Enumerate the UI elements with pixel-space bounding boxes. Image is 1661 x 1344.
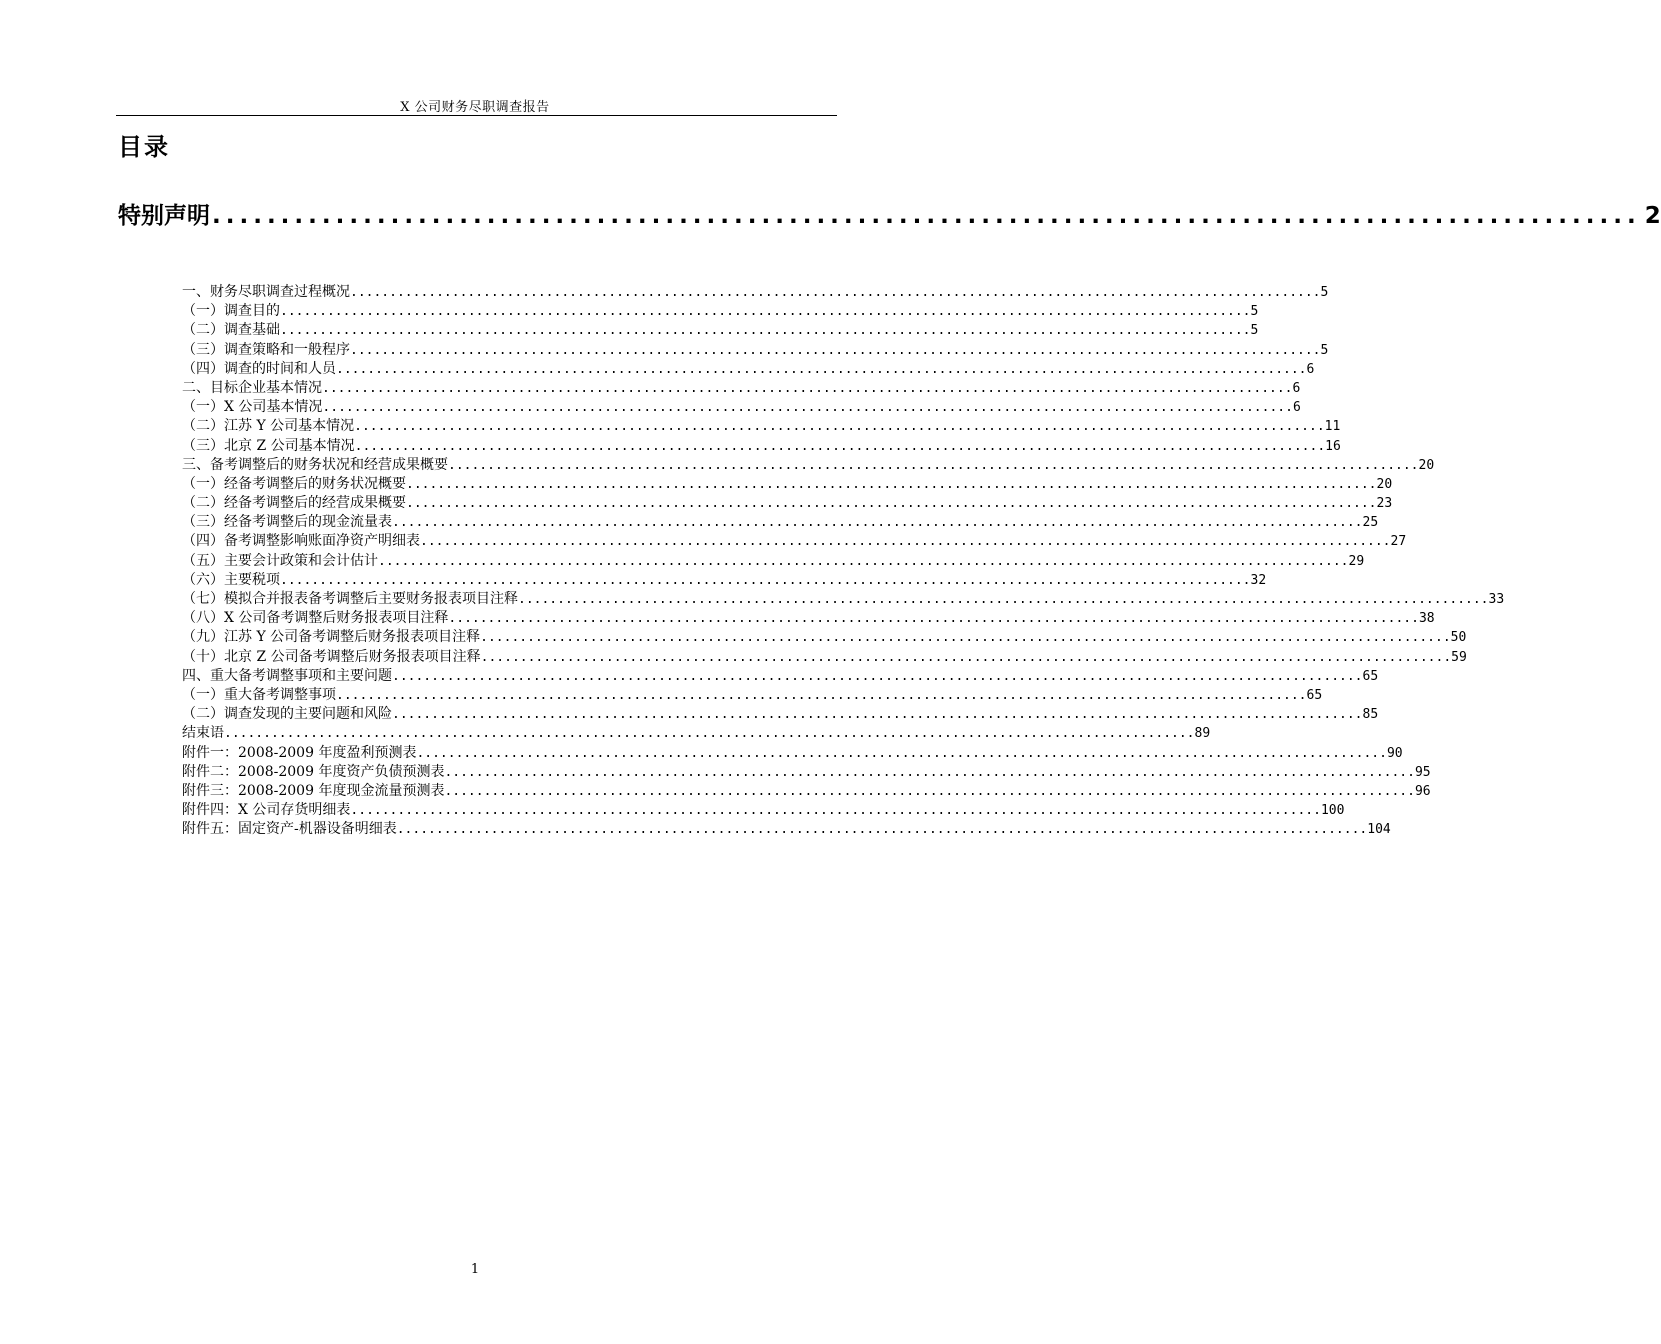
toc-title: 目录 [118,133,170,161]
toc-entry-label: （六）主要税项 [182,571,280,588]
toc-entry[interactable] [182,705,1379,724]
toc-entry[interactable] [182,782,1431,801]
toc-entry[interactable] [182,801,1345,820]
toc-entry-page: 20 [1418,457,1435,473]
toc-entry[interactable] [182,513,1379,532]
toc-entry-label: 附件三：2008-2009 年度现金流量预测表 [182,782,445,799]
toc-entry-page: 65 [1362,668,1379,684]
toc-entry-label: 一、财务尽职调查过程概况 [182,284,350,300]
toc-entry-leader: ............................................................................................................................ [350,285,1321,300]
toc-entry-label: （一）重大备考调整事项 [182,686,336,703]
toc-entry-label: （四）调查的时间和人员 [182,360,336,377]
toc-entry-page: 100 [1320,803,1345,819]
toc-entry-page: 85 [1362,707,1379,723]
toc-entry-page: 16 [1325,438,1341,454]
toc-entry-leader: ............................................................................................................................ [480,630,1451,646]
page-number: 1 [470,1262,480,1277]
toc-entry-page: 23 [1376,496,1393,512]
toc-entry-label: （一）调查目的 [182,303,280,320]
toc-entry[interactable] [182,763,1431,782]
toc-entry[interactable] [182,437,1341,456]
toc-entry-page: 6 [1292,400,1301,416]
toc-entry-label: （十）北京 Z 公司备考调整后财务报表项目注释 [182,648,481,665]
toc-entry[interactable] [182,628,1467,647]
toc-entry[interactable] [182,456,1435,475]
toc-entry-leader: ............................................................................................................................ [336,687,1307,703]
toc-entry-label: （二）经备考调整后的经营成果概要 [182,495,406,512]
toc-entry-leader: ............................................................................................................................ [444,783,1415,799]
toc-entry-page: 5 [1250,323,1259,339]
toc-entry-leader: ............................................................................................................................ [448,457,1419,473]
toc-entry[interactable] [182,417,1341,436]
toc-entry-leader: ............................................................................................................................ [392,668,1363,684]
toc-entry-label: （七）模拟合并报表备考调整后主要财务报表项目注释 [182,591,518,607]
toc-entry-label: 结束语 [182,725,224,742]
header-divider [116,115,837,116]
toc-entry-label: （一）经备考调整后的财务状况概要 [182,475,406,492]
toc-entry-label: （八）X 公司备考调整后财务报表项目注释 [182,610,449,627]
toc-entry[interactable] [182,552,1365,571]
toc-main-entry[interactable] [118,197,1661,230]
toc-entry[interactable] [182,648,1467,667]
toc-entry[interactable] [182,820,1391,839]
toc-entry-leader: ............................................................................................................................ [354,438,1326,454]
toc-entry-leader: ............................................................................................................................ [406,476,1377,492]
toc-entry[interactable] [182,571,1267,590]
toc-main-entry-leader: ........................................................................................................ [212,203,1641,229]
toc-entry-page: 5 [1250,304,1259,320]
toc-entry-label: 附件一：2008-2009 年度盈利预测表 [182,744,417,761]
toc-entry-page: 29 [1348,553,1365,569]
toc-entry[interactable] [182,360,1315,379]
toc-entry-label: （四）备考调整影响账面净资产明细表 [182,533,420,550]
toc-entry-label: （五）主要会计政策和会计估计 [182,552,378,569]
toc-entry-leader: ............................................................................................................................ [480,649,1452,665]
toc-entry[interactable] [182,744,1403,763]
toc-entry-leader: ............................................................................................................................ [224,726,1195,742]
toc-entry[interactable] [182,475,1393,494]
running-header: X 公司财务尽职调查报告 [400,100,550,115]
toc-entry-leader: ............................................................................................................................ [322,400,1293,416]
toc-main-entry-page: 2 [1644,203,1661,229]
toc-entry-leader: ............................................................................................................................ [420,534,1391,550]
toc-main-entry-label: 特别声明 [118,203,210,229]
toc-entry[interactable] [182,302,1259,321]
toc-entry-page: 104 [1367,822,1391,838]
toc-entry-page: 6 [1306,361,1315,377]
toc-entry-leader: ............................................................................................................................ [444,764,1415,780]
toc-entry[interactable] [182,667,1379,686]
toc-entry-label: （二）江苏 Y 公司基本情况 [182,418,355,435]
toc-entry-leader: ............................................................................................................................ [416,745,1387,761]
toc-entry[interactable] [182,609,1435,628]
toc-entry-page: 65 [1306,687,1323,703]
toc-entry-leader: ............................................................................................................................ [322,380,1293,396]
toc-entry-leader: ............................................................................................................................ [392,515,1363,531]
toc-entry-label: （九）江苏 Y 公司备考调整后财务报表项目注释 [182,629,481,646]
toc-entry-page: 20 [1376,476,1393,492]
toc-entry[interactable] [182,724,1211,743]
toc-entry[interactable] [182,398,1301,417]
toc-entry-label: （二）调查发现的主要问题和风险 [182,706,392,723]
toc-entry-page: 59 [1451,649,1467,665]
toc-entry-leader: ............................................................................................................................ [406,496,1377,512]
toc-entry-page: 95 [1414,764,1431,780]
toc-entry[interactable] [182,341,1329,360]
toc-entry-label: 三、备考调整后的财务状况和经营成果概要 [182,456,448,473]
toc-entry-leader: ............................................................................................................................ [280,304,1251,320]
toc-entry-leader: ............................................................................................................................ [392,707,1363,723]
toc-entry-leader: ............................................................................................................................ [378,553,1349,569]
toc-entry-page: 33 [1488,592,1505,607]
toc-entry-page: 96 [1414,783,1431,799]
toc-entry-leader: ............................................................................................................................ [354,419,1325,435]
toc-entry-page: 32 [1250,572,1267,588]
toc-entry[interactable] [182,379,1301,398]
toc-entry-label: 附件五：固定资产-机器设备明细表 [182,821,397,838]
toc-entry-page: 27 [1390,534,1407,550]
toc-entry-page: 5 [1320,342,1329,358]
toc-entry-leader: ............................................................................................................................ [350,803,1321,819]
toc-entry-page: 6 [1292,380,1301,396]
toc-entry-leader: ............................................................................................................................ [280,572,1251,588]
toc-entry-label: 附件四：X 公司存货明细表 [182,802,351,819]
toc-entry[interactable] [182,686,1323,705]
toc-entry-label: 四、重大备考调整事项和主要问题 [182,667,392,684]
toc-entry-leader: ............................................................................................................................ [336,361,1307,377]
toc-entry-label: （二）调查基础 [182,322,280,339]
toc-entry-page: 11 [1324,419,1341,435]
toc-entry-label: 附件二：2008-2009 年度资产负债预测表 [182,763,445,780]
toc-entry[interactable] [182,321,1259,340]
toc-entry-leader: ............................................................................................................................ [280,323,1251,339]
toc-entry-label: （三）北京 Z 公司基本情况 [182,437,355,454]
toc-entry-leader: ............................................................................................................................ [396,822,1368,838]
toc-entry[interactable] [182,532,1407,551]
toc-entry-leader: ............................................................................................................................ [448,611,1419,627]
toc-entry-label: （三）调查策略和一般程序 [182,341,350,358]
toc-list [182,283,1505,839]
toc-entry-page: 25 [1362,515,1379,531]
toc-entry-page: 90 [1386,745,1403,761]
toc-entry-label: 二、目标企业基本情况 [182,379,322,396]
toc-entry-leader: ............................................................................................................................ [350,342,1321,358]
toc-entry-leader: ............................................................................................................................ [518,592,1489,607]
toc-entry-label: （三）经备考调整后的现金流量表 [182,514,392,531]
toc-entry-label: （一）X 公司基本情况 [182,399,323,416]
toc-entry-page: 5 [1320,285,1329,300]
toc-entry[interactable] [182,283,1329,302]
toc-entry[interactable] [182,590,1505,609]
toc-entry-page: 38 [1418,611,1435,627]
toc-entry[interactable] [182,494,1393,513]
toc-entry-page: 89 [1194,726,1211,742]
toc-entry-page: 50 [1450,630,1467,646]
